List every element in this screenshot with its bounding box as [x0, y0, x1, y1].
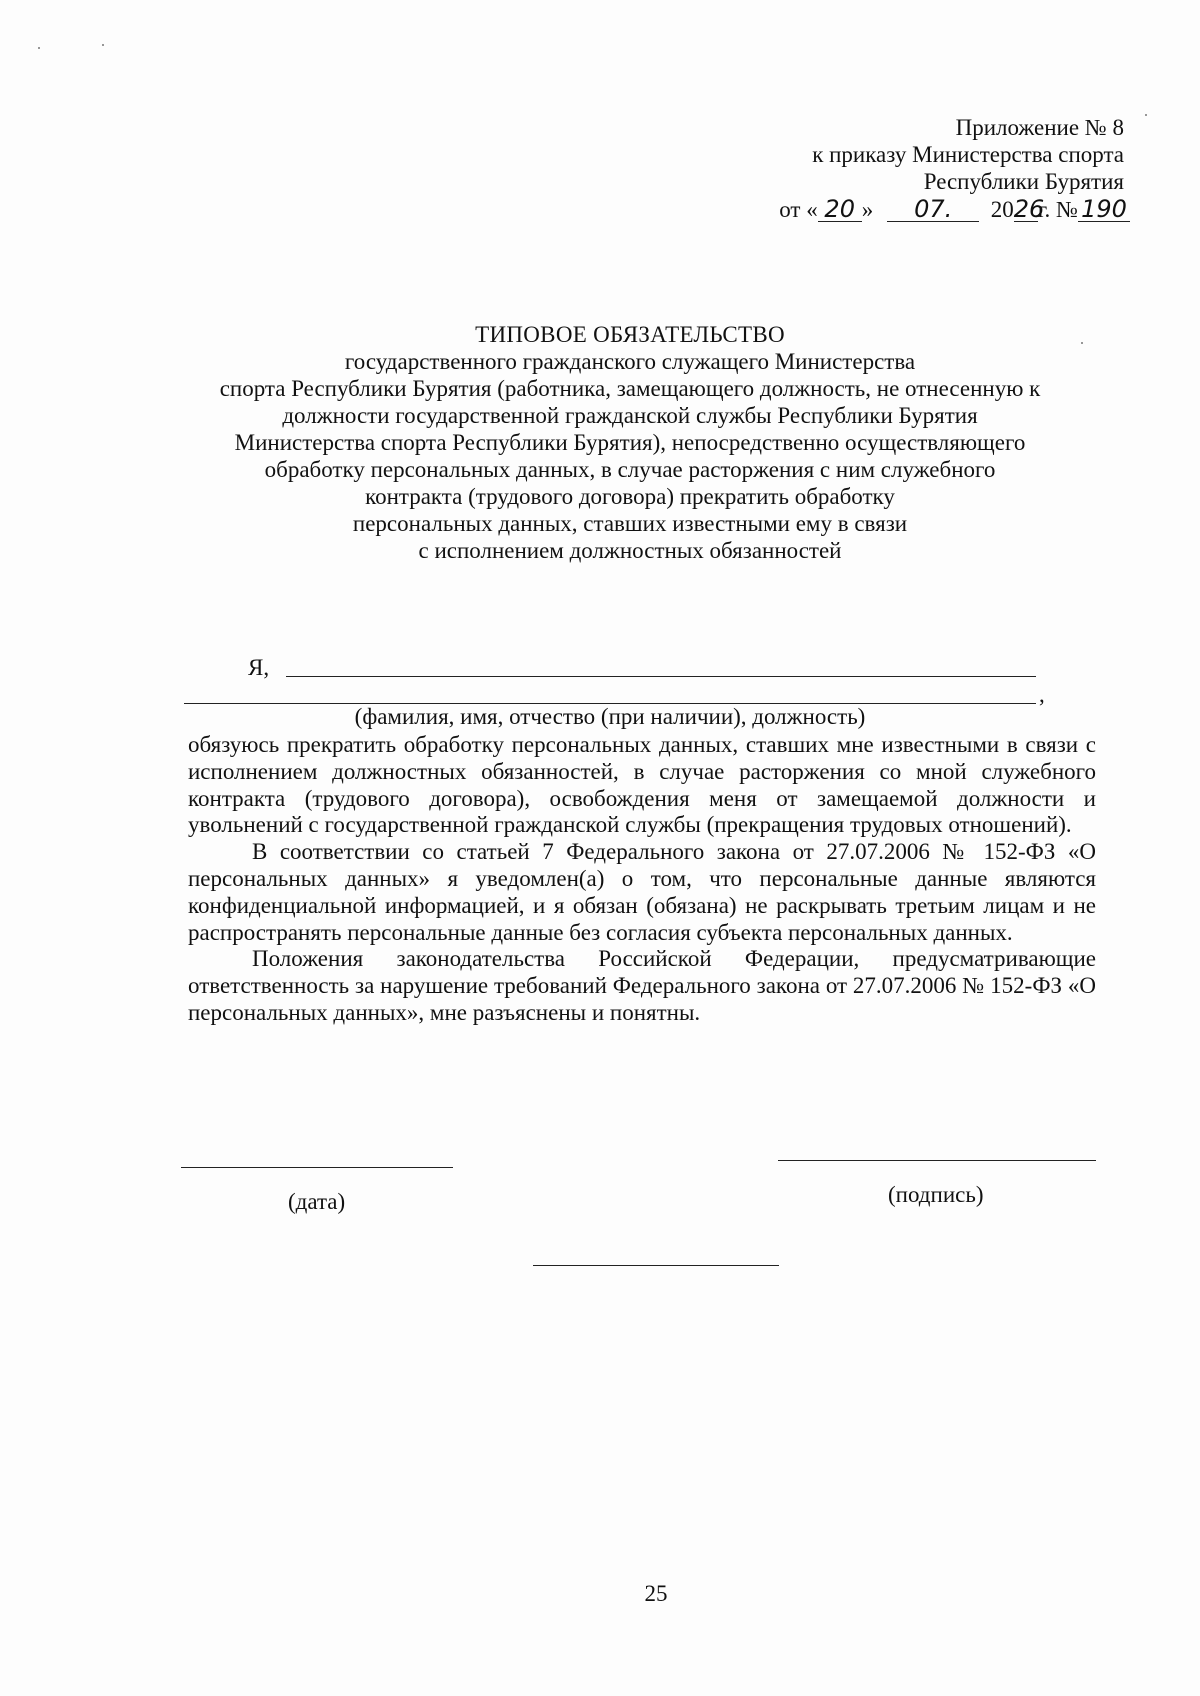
- i-label: Я,: [248, 655, 270, 680]
- page-number: 25: [644, 1581, 668, 1606]
- extra-line: [533, 1265, 779, 1266]
- title-line: обработку персональных данных, в случае расторжения с ним служебного: [264, 457, 996, 482]
- date-signature-line[interactable]: [181, 1167, 453, 1168]
- name-fill-line[interactable]: [286, 676, 1036, 677]
- date-prefix: от «: [779, 197, 818, 222]
- scan-speck: [1081, 342, 1083, 344]
- fill-caption: (фамилия, имя, отчество (при наличии), должность): [354, 704, 866, 729]
- signature-caption: (подпись): [888, 1182, 984, 1207]
- title-line: должности государственной гражданской службы Республики Бурятия: [282, 403, 978, 428]
- body-paragraph-2: В соответствии со статьей 7 Федерального закона от 27.07.2006 № 152-ФЗ «О персональных данных» я уведомлен(а) о том, что персональные данные являются конфиденциальной информацией, и я обязан (обязана) не раскрывать третьим лицам и не распространять персональные данные без согласия субъекта персональных данных.: [188, 839, 1096, 945]
- scan-speck: [38, 47, 40, 49]
- title-line: Министерства спорта Республики Бурятия), непосредственно осуществляющего: [234, 430, 1026, 455]
- body-paragraph-1: обязуюсь прекратить обработку персональных данных, ставших мне известными в связи с исполнением должностных обязанностей, в случае расторжения со мной служебного контракта (трудового договора), освобождения меня от замещаемой должности и увольнений с государственной гражданской службы (прекращения трудовых отношений).: [188, 732, 1096, 838]
- title-line: спорта Республики Бурятия (работника, замещающего должность, не отнесенную к: [219, 376, 1041, 401]
- date-year-tail: г. №: [1037, 197, 1078, 222]
- document-body: [188, 732, 1096, 1027]
- title-line: государственного гражданского служащего Министерства: [344, 349, 916, 374]
- appendix-republic: Республики Бурятия: [923, 169, 1124, 194]
- signature-line[interactable]: [778, 1160, 1096, 1161]
- title-line: контракта (трудового договора) прекратить обработку: [365, 484, 895, 509]
- scan-speck: [1145, 114, 1147, 116]
- scan-speck: [102, 44, 104, 46]
- appendix-order-ref: к приказу Министерства спорта: [812, 142, 1124, 167]
- date-year-prefix: 20: [990, 197, 1014, 222]
- document-title-block: [190, 321, 1070, 564]
- fill-comma: ,: [1039, 682, 1045, 707]
- title-line: персональных данных, ставших известными ему в связи: [352, 511, 908, 536]
- title-line: с исполнением должностных обязанностей: [418, 538, 842, 563]
- appendix-number: Приложение № 8: [955, 115, 1124, 140]
- date-mid: »: [861, 197, 874, 222]
- body-paragraph-3: Положения законодательства Российской Федерации, предусматривающие ответственность за нарушение требований Федерального закона от 27.07.2006 № 152-ФЗ «О персональных данных», мне разъяснены и понятны.: [188, 946, 1096, 1025]
- date-caption: (дата): [288, 1189, 346, 1214]
- date-year-handwritten: 26: [1013, 195, 1045, 223]
- document-title: ТИПОВОЕ ОБЯЗАТЕЛЬСТВО: [475, 322, 785, 347]
- appendix-header: [624, 114, 1124, 195]
- order-date-line: [530, 195, 1130, 225]
- date-day-handwritten: 20: [818, 197, 862, 222]
- order-number-handwritten: 190: [1078, 197, 1130, 222]
- date-month-handwritten: 07.: [887, 197, 979, 222]
